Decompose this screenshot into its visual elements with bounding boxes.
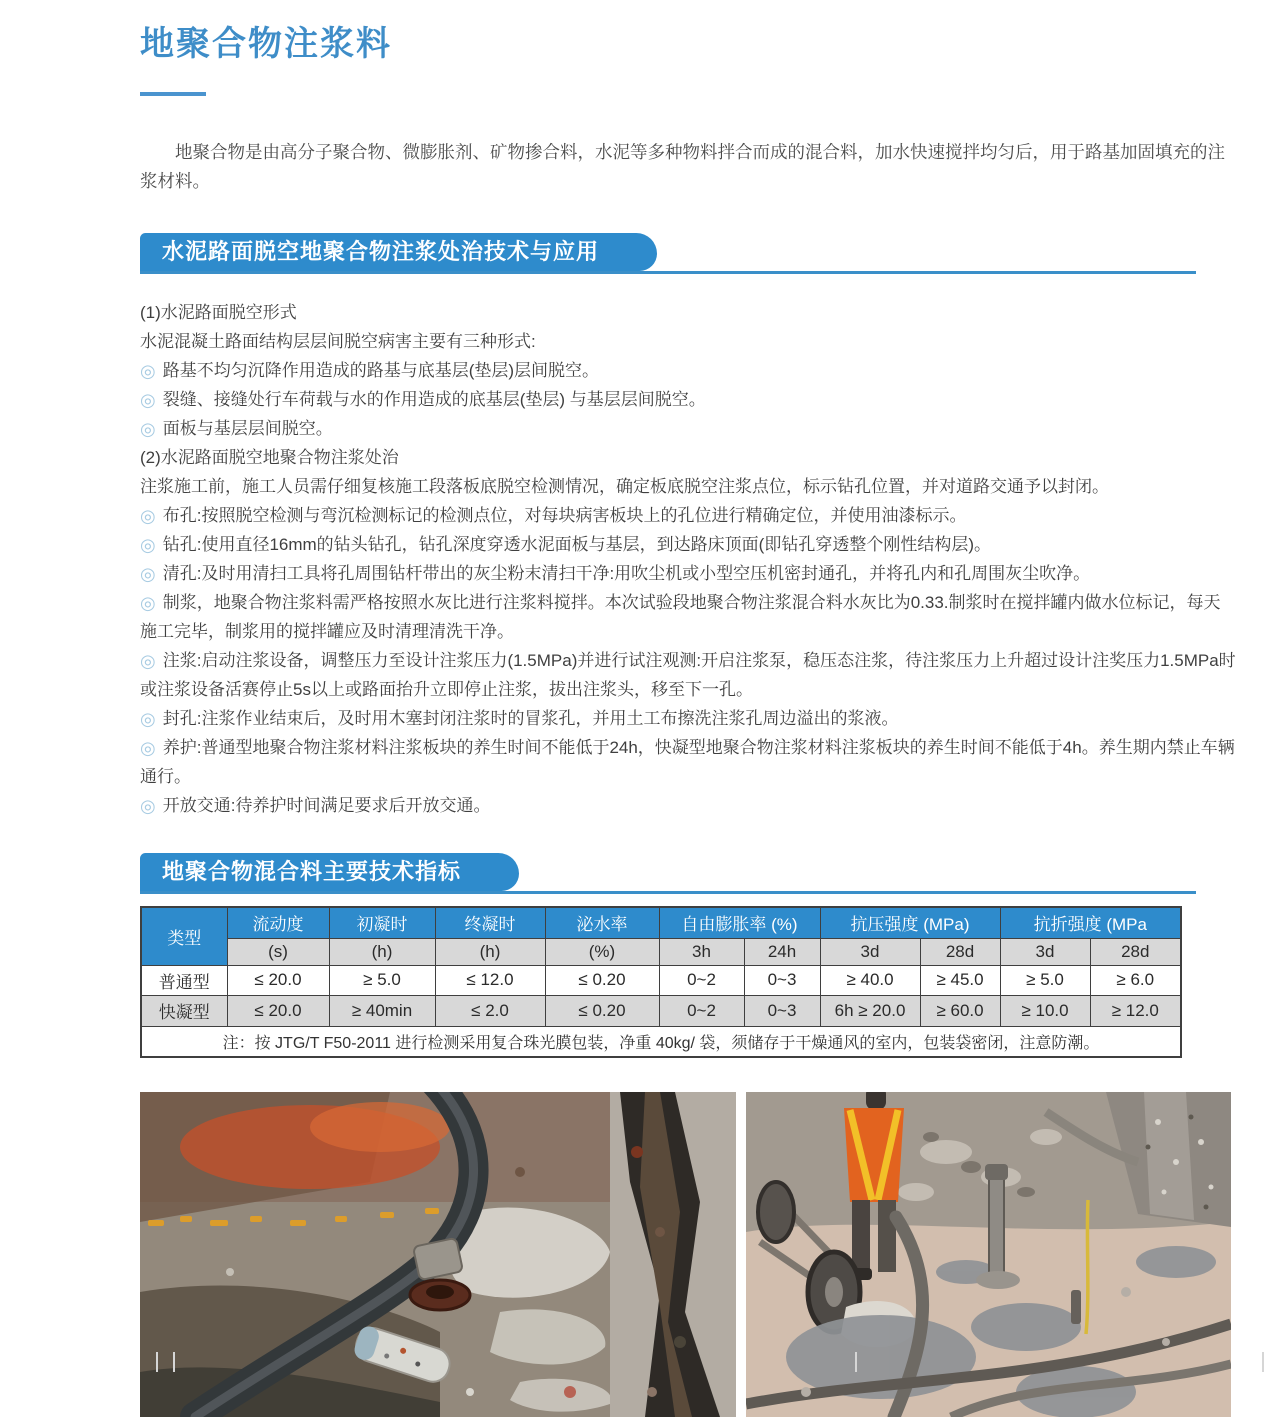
spec-table	[140, 906, 1182, 1058]
value-cell: ≥ 40min	[329, 995, 435, 1026]
value-cell: ≥ 60.0	[920, 995, 1000, 1026]
col-header-initial-set: 初凝时	[329, 907, 435, 938]
bottom-artifact-line	[855, 1352, 857, 1372]
body-paragraph: ◎ 封孔:注浆作业结束后，及时用木塞封闭注浆时的冒浆孔，并用土工布擦洗注浆孔周边溢出的浆液。	[140, 709, 899, 729]
page-title: 地聚合物注浆料	[140, 25, 392, 63]
ring-bullet-icon: ◎	[140, 593, 156, 613]
table-note: 注：按 JTG/T F50-2011 进行检测采用复合珠光膜包装，净重 40kg/ 袋，须储存于干燥通风的室内，包装袋密闭，注意防潮。	[141, 1026, 1181, 1057]
ring-bullet-icon: ◎	[140, 419, 156, 439]
value-cell: 0~2	[659, 995, 744, 1026]
col-header-bleeding: 泌水率	[545, 907, 659, 938]
body-paragraph: ◎ 养护:普通型地聚合物注浆材料注浆板块的养生时间不能低于24h，快凝型地聚合物注浆材料注浆板块的养生时间不能低于4h。养生期内禁止车辆通行。	[140, 738, 1235, 786]
ring-bullet-icon: ◎	[140, 535, 156, 555]
value-cell: ≤ 0.20	[545, 995, 659, 1026]
value-cell: 0~2	[659, 965, 744, 995]
body-paragraph: ◎ 清孔:及时用清扫工具将孔周围钻杆带出的灰尘粉末清扫干净:用吹尘机或小型空压机密封通孔，并将孔内和孔周围灰尘吹净。	[140, 564, 1091, 584]
unit-header: (h)	[435, 938, 545, 965]
value-cell: 0~3	[744, 995, 820, 1026]
value-cell: ≤ 2.0	[435, 995, 545, 1026]
unit-header: 3h	[659, 938, 744, 965]
unit-header: 3d	[820, 938, 920, 965]
value-cell: ≥ 45.0	[920, 965, 1000, 995]
intro-paragraph: 地聚合物是由高分子聚合物、微膨胀剂、矿物掺合料，水泥等多种物料拌合而成的混合料，加水快速搅拌均匀后，用于路基加固填充的注浆材料。	[140, 142, 1225, 191]
row-type-cell: 快凝型	[141, 995, 227, 1026]
unit-header: (%)	[545, 938, 659, 965]
unit-header: 3d	[1000, 938, 1090, 965]
value-cell: ≥ 12.0	[1090, 995, 1181, 1026]
bottom-artifact-line	[173, 1352, 175, 1372]
body-paragraph: ◎ 路基不均匀沉降作用造成的路基与底基层(垫层)层间脱空。	[140, 361, 600, 381]
col-header-expansion: 自由膨胀率 (%)	[659, 907, 820, 938]
unit-header: 28d	[1090, 938, 1181, 965]
value-cell: ≥ 5.0	[1000, 965, 1090, 995]
value-cell: ≥ 6.0	[1090, 965, 1181, 995]
value-cell: ≤ 12.0	[435, 965, 545, 995]
ring-bullet-icon: ◎	[140, 796, 156, 816]
table-row	[141, 995, 1181, 1026]
col-header-compressive: 抗压强度 (MPa)	[820, 907, 1000, 938]
col-header-flow: 流动度	[227, 907, 329, 938]
body-paragraph: ◎ 钻孔:使用直径16mm的钻头钻孔，钻孔深度穿透水泥面板与基层，到达路床顶面(即钻孔穿透整个刚性结构层)。	[140, 535, 991, 555]
body-paragraph: (2)水泥路面脱空地聚合物注浆处治	[140, 448, 399, 467]
title-underline	[140, 92, 206, 96]
left-photo-grouting-hose-pavement	[140, 1092, 736, 1417]
body-paragraph: ◎ 面板与基层层间脱空。	[140, 419, 333, 439]
section1-body	[140, 298, 1236, 820]
ring-bullet-icon: ◎	[140, 390, 156, 410]
col-header-flexural: 抗折强度 (MPa	[1000, 907, 1181, 938]
body-paragraph: ◎ 布孔:按照脱空检测与弯沉检测标记的检测点位，对每块病害板块上的孔位进行精确定位，并使用油漆标示。	[140, 506, 967, 526]
ring-bullet-icon: ◎	[140, 709, 156, 729]
body-paragraph: ◎ 注浆:启动注浆设备，调整压力至设计注浆压力(1.5MPa)并进行试注观测:开启注浆泵，稳压态注浆，待注浆压力上升超过设计注奖压力1.5MPa时或注浆设备活赛停止5s以上或路面抬升立即停止注浆，拔出注浆头，移至下一孔。	[140, 651, 1236, 699]
value-cell: 0~3	[744, 965, 820, 995]
section2-heading	[140, 853, 1196, 894]
value-cell: ≤ 0.20	[545, 965, 659, 995]
section1-heading	[140, 233, 1196, 274]
ring-bullet-icon: ◎	[140, 361, 156, 381]
section1-heading-tab: 水泥路面脱空地聚合物注浆处治技术与应用	[140, 233, 657, 271]
value-cell: ≥ 40.0	[820, 965, 920, 995]
unit-header: (s)	[227, 938, 329, 965]
col-header-final-set: 终凝时	[435, 907, 545, 938]
unit-header: 24h	[744, 938, 820, 965]
body-paragraph: ◎ 开放交通:待养护时间满足要求后开放交通。	[140, 796, 491, 816]
body-paragraph: 水泥混凝土路面结构层层间脱空病害主要有三种形式:	[140, 332, 536, 351]
ring-bullet-icon: ◎	[140, 564, 156, 584]
body-paragraph: 注浆施工前，施工人员需仔细复核施工段落板底脱空检测情况，确定板底脱空注浆点位，标示钻孔位置，并对道路交通予以封闭。	[140, 477, 1109, 496]
bottom-artifact-line	[156, 1352, 158, 1372]
bottom-artifact-line	[1262, 1352, 1264, 1372]
row-type-cell: 普通型	[141, 965, 227, 995]
unit-header: 28d	[920, 938, 1000, 965]
section2-heading-tab: 地聚合物混合料主要技术指标	[140, 853, 519, 891]
value-cell: ≤ 20.0	[227, 995, 329, 1026]
value-cell: ≥ 10.0	[1000, 995, 1090, 1026]
body-paragraph: ◎ 制浆，地聚合物注浆料需严格按照水灰比进行注浆料搅拌。本次试验段地聚合物注浆混合料水灰比为0.33.制浆时在搅拌罐内做水位标记，每天施工完毕，制浆用的搅拌罐应及时清理清洗干净。	[140, 593, 1221, 641]
value-cell: 6h ≥ 20.0	[820, 995, 920, 1026]
value-cell: ≥ 5.0	[329, 965, 435, 995]
photo-row	[140, 1092, 1236, 1417]
body-paragraph: ◎ 裂缝、接缝处行车荷载与水的作用造成的底基层(垫层) 与基层层间脱空。	[140, 390, 706, 410]
ring-bullet-icon: ◎	[140, 738, 156, 758]
ring-bullet-icon: ◎	[140, 651, 156, 671]
right-photo-grouting-jobsite-worker	[746, 1092, 1231, 1417]
ring-bullet-icon: ◎	[140, 506, 156, 526]
value-cell: ≤ 20.0	[227, 965, 329, 995]
unit-header: (h)	[329, 938, 435, 965]
table-corner-header: 类型	[141, 907, 227, 965]
body-paragraph: (1)水泥路面脱空形式	[140, 303, 297, 322]
table-row	[141, 965, 1181, 995]
